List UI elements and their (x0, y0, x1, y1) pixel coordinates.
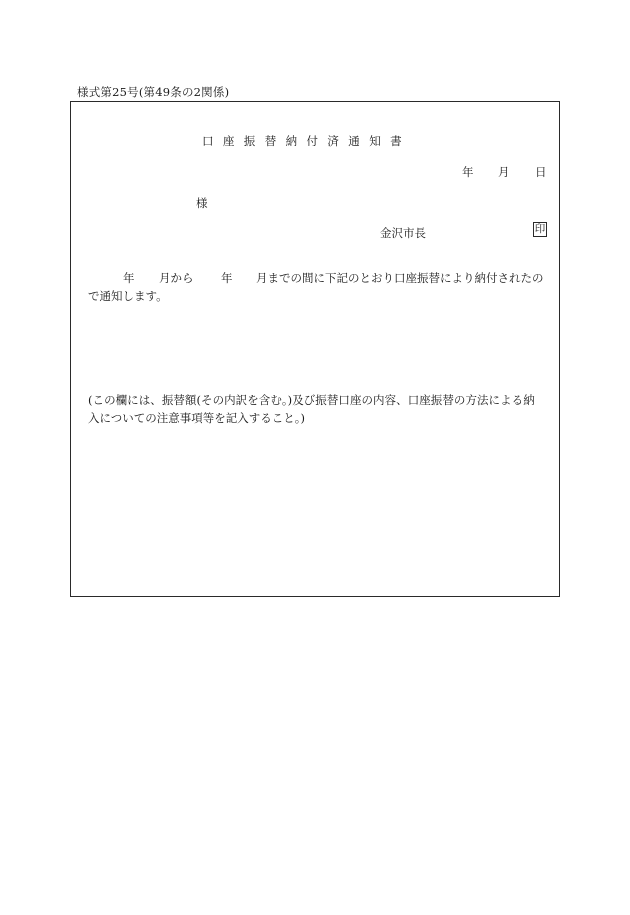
note-text-line-2: 入についての注意事項等を記入すること。) (88, 411, 306, 425)
body-line-1-rest: 月までの間に下記のとおり口座振替により納付されたの (256, 271, 544, 285)
note-text-line-1: (この欄には、振替額(その内訳を含む。)及び振替口座の内容、口座振替の方法による納 (88, 393, 535, 407)
body-year-2: 年 (221, 271, 233, 285)
addressee-honorific: 様 (196, 196, 208, 210)
date-year-label: 年 (462, 165, 474, 179)
body-month-from: 月から (159, 271, 194, 285)
form-number-label: 様式第25号(第49条の2関係) (77, 85, 230, 99)
document-title: 口座振替納付済通知書 (202, 134, 411, 148)
body-year-1: 年 (123, 271, 135, 285)
date-month-label: 月 (498, 165, 510, 179)
date-day-label: 日 (535, 165, 547, 179)
seal-stamp-icon: 印 (534, 223, 546, 235)
issuer-name: 金沢市長 (380, 226, 426, 240)
body-text-line-2: で通知します。 (88, 289, 168, 303)
form-frame (70, 101, 560, 597)
